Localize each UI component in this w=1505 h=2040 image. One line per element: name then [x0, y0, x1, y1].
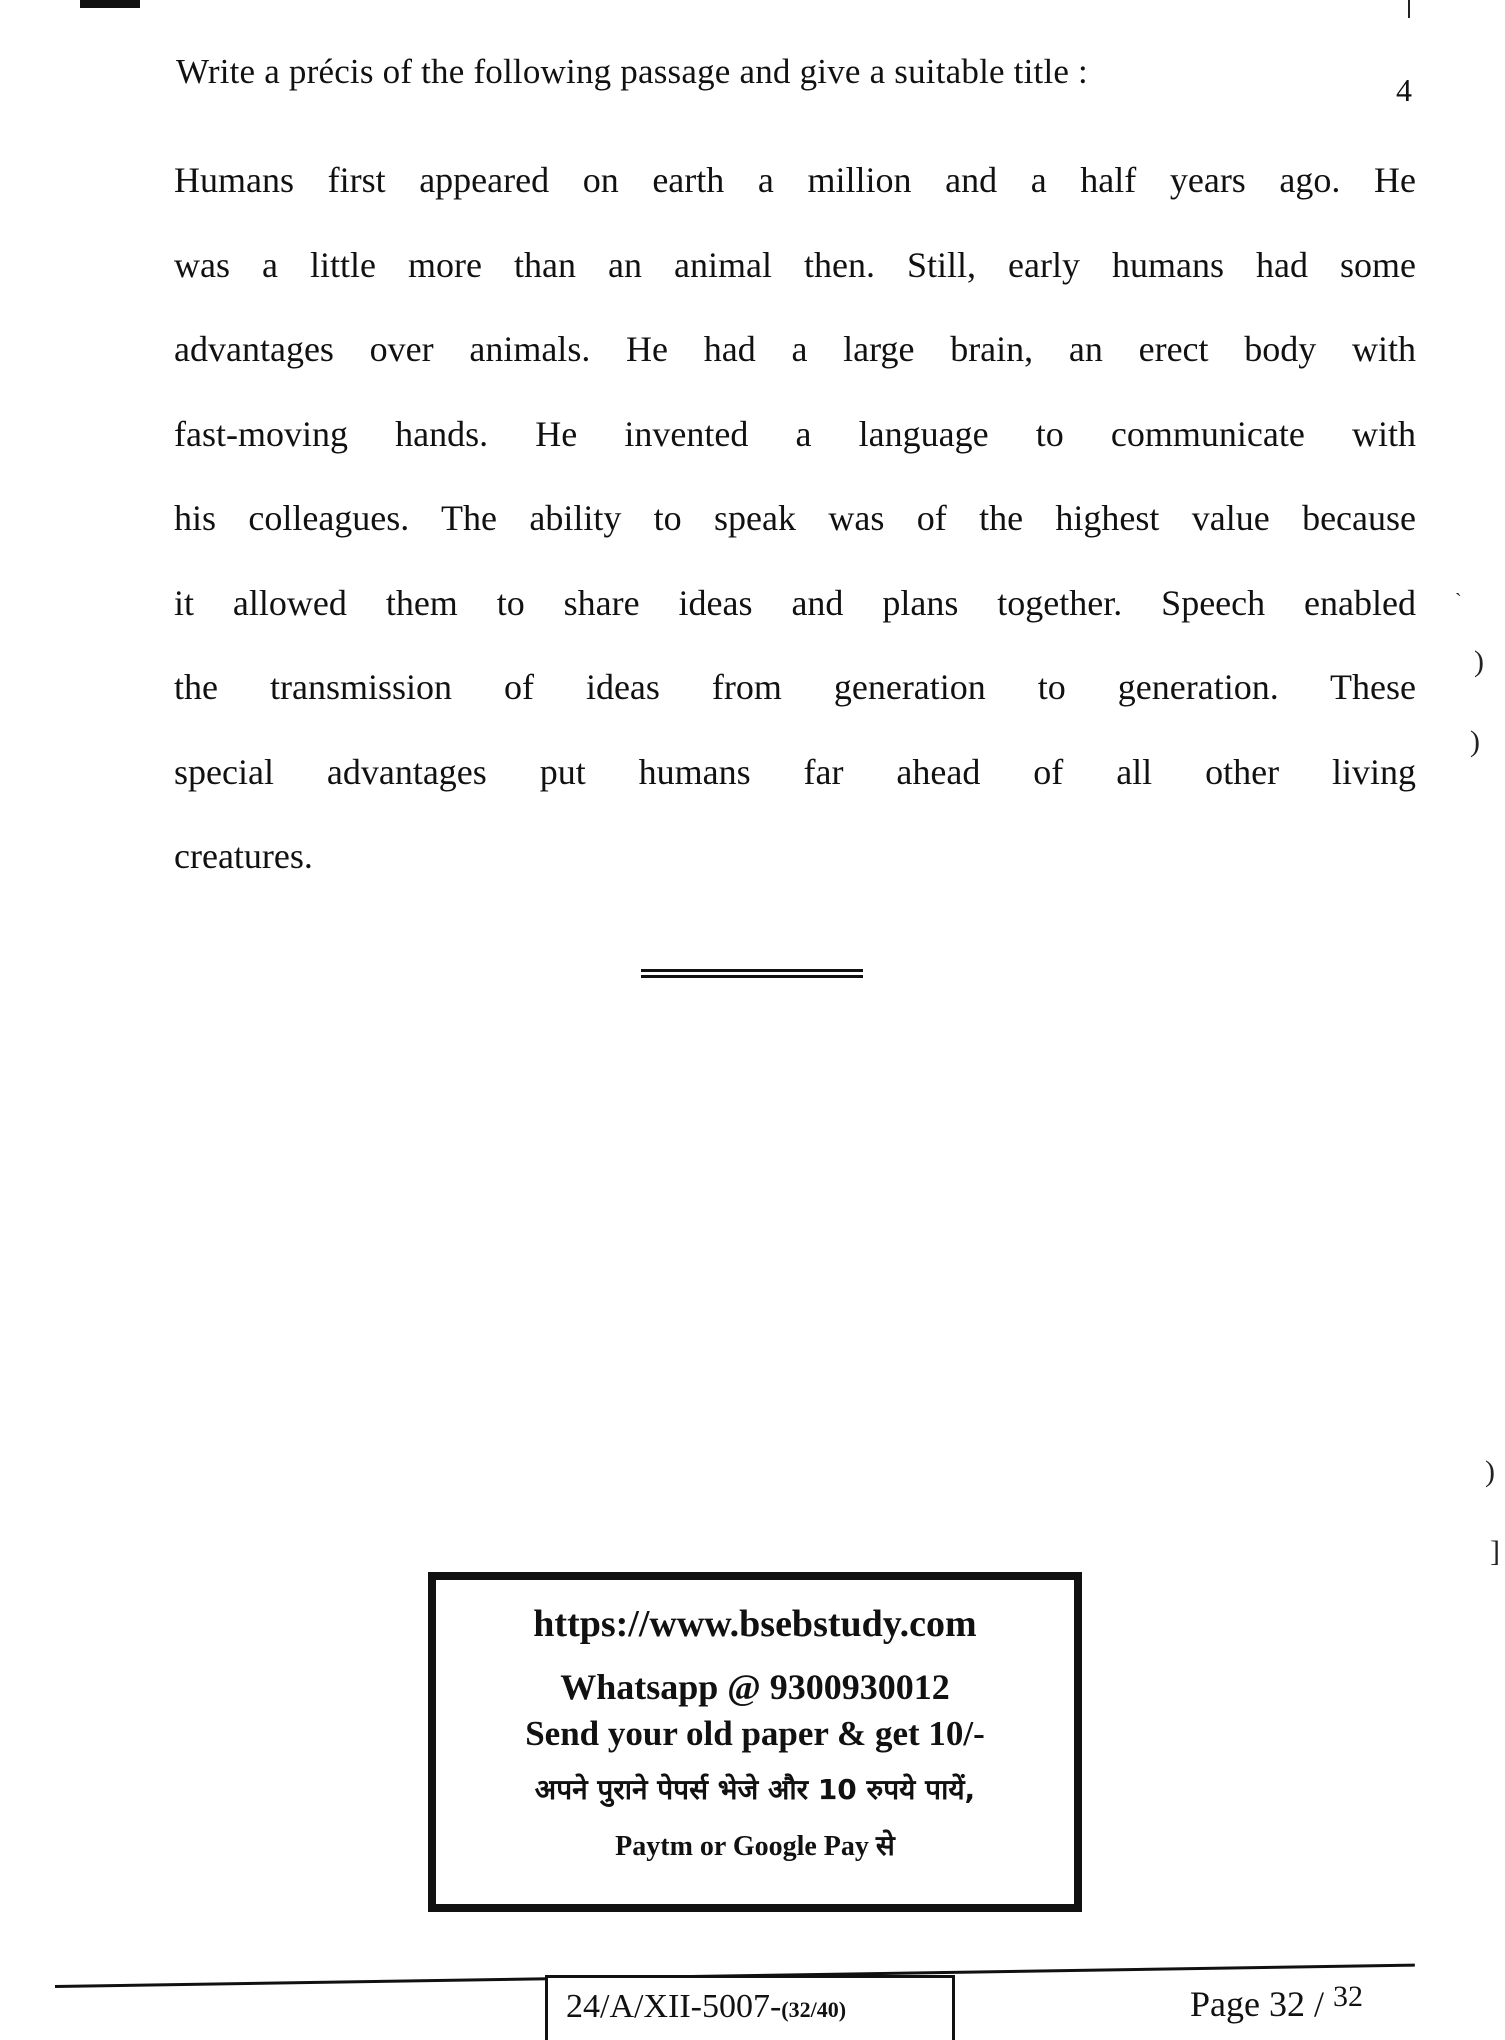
promo-whatsapp: Whatsapp @ 9300930012	[560, 1667, 950, 1707]
question-marks: 4	[1396, 72, 1412, 108]
passage-line: advantages over animals. He had a large brain, an erect body with	[174, 329, 1416, 369]
question-instruction: Write a précis of the following passage and give a suitable title :	[176, 52, 1088, 91]
promo-offer-hindi: अपने पुराने पेपर्स भेजे और 10 रुपये पायें,	[534, 1773, 976, 1806]
page-number	[1190, 1980, 1363, 2025]
promo-payment: Paytm or Google Pay से	[615, 1831, 895, 1862]
margin-mark: ]	[1490, 1535, 1500, 1568]
passage-line: fast-moving hands. He invented a language to communicate with	[174, 413, 1416, 454]
paper-code-box	[545, 1975, 955, 2040]
page-total: 32	[1332, 1980, 1363, 2013]
paper-code: 24/A/XII-5007-	[566, 1988, 782, 2025]
passage	[174, 138, 1416, 899]
passage-line: the transmission of ideas from generation to generation. These	[174, 667, 1416, 707]
margin-mark: )	[1474, 645, 1484, 678]
margin-mark: )	[1470, 725, 1480, 758]
paper-code-count: (32/40)	[781, 1997, 847, 2022]
scan-corner-mark	[80, 0, 140, 8]
page-label: Page 32 /	[1190, 1984, 1324, 2024]
passage-line: it allowed them to share ideas and plans together. Speech enabled	[174, 582, 1416, 623]
passage-line: creatures.	[174, 836, 313, 876]
passage-line: was a little more than an animal then. Still, early humans had some	[174, 244, 1416, 285]
end-divider	[641, 969, 863, 978]
passage-line: Humans first appeared on earth a million and a half years ago. He	[174, 160, 1416, 200]
margin-mark: )	[1485, 1455, 1495, 1488]
scan-top-tick	[1408, 0, 1410, 18]
margin-mark: `	[1455, 590, 1462, 612]
promo-offer: Send your old paper & get 10/-	[525, 1714, 985, 1753]
promo-box	[428, 1572, 1082, 1912]
passage-line: his colleagues. The ability to speak was of the highest value because	[174, 498, 1416, 538]
promo-url: https://www.bsebstudy.com	[533, 1603, 977, 1645]
passage-line: special advantages put humans far ahead of all other living	[174, 751, 1416, 792]
